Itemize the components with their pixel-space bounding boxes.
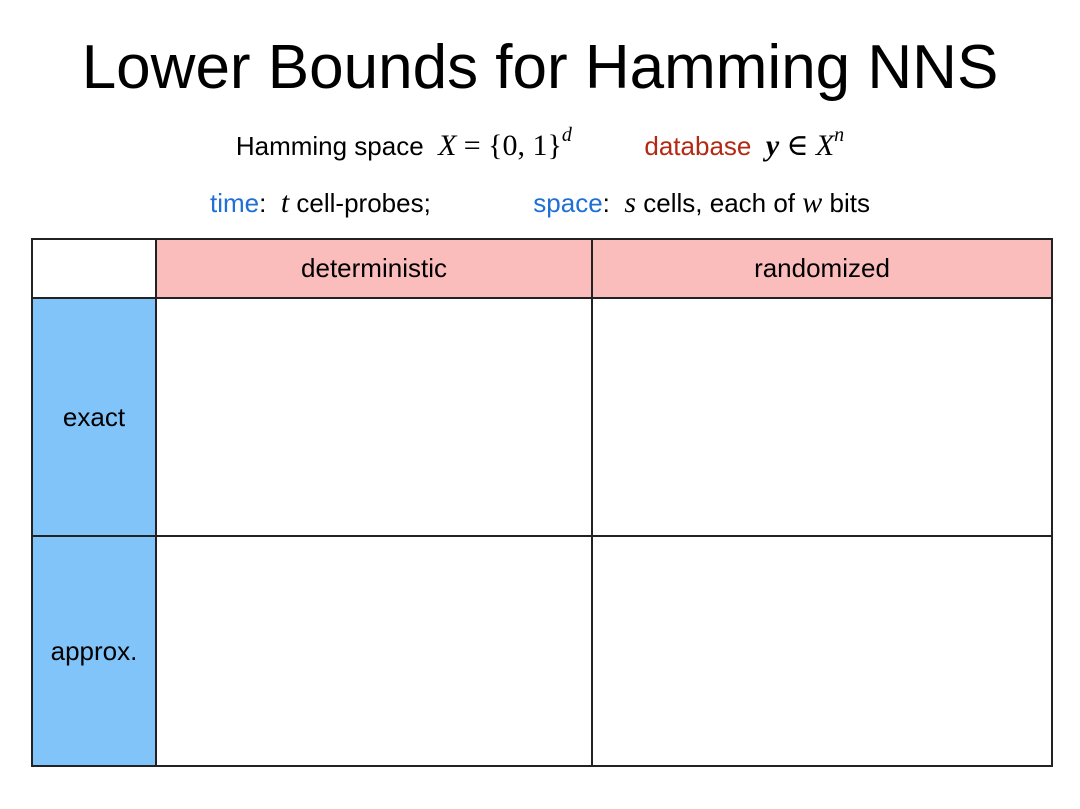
bounds-table [31, 238, 1053, 767]
space-description: cells, each of [643, 188, 796, 218]
row-header-exact: exact [32, 298, 156, 536]
database-label: database [644, 131, 752, 161]
hamming-space-label: Hamming space [235, 131, 424, 161]
cell-approx-randomized [592, 536, 1052, 766]
cell-exact-randomized [592, 298, 1052, 536]
time-variable: t [280, 186, 290, 219]
time-colon: : [259, 188, 267, 218]
cell-approx-deterministic [156, 536, 592, 766]
table-row-exact [32, 298, 1052, 536]
time-label: time [210, 188, 260, 218]
space-cells-variable: s [624, 186, 637, 219]
space-colon: : [602, 188, 610, 218]
element-of-symbol: ∈ [786, 129, 809, 162]
column-header-randomized: randomized [592, 239, 1052, 298]
space-label: space [533, 188, 603, 218]
database-variable: y [765, 129, 780, 162]
cell-exact-deterministic [156, 298, 592, 536]
table-header-row [32, 239, 1052, 298]
cost-model-line [0, 186, 1080, 220]
row-header-approx: approx. [32, 536, 156, 766]
database-set: X [815, 129, 835, 162]
column-header-deterministic: deterministic [156, 239, 592, 298]
table-row-approx [32, 536, 1052, 766]
corner-cell [32, 239, 156, 298]
space-definition: = {0, 1} [463, 129, 562, 162]
word-size-variable: w [802, 186, 823, 219]
setup-line [0, 124, 1080, 163]
space-variable: X [438, 129, 457, 162]
space-bits-text: bits [829, 188, 870, 218]
slide-title: Lower Bounds for Hamming NNS [81, 33, 999, 102]
database-exponent: n [834, 124, 845, 146]
space-exponent: d [561, 124, 572, 146]
time-description: cell-probes; [296, 188, 431, 218]
